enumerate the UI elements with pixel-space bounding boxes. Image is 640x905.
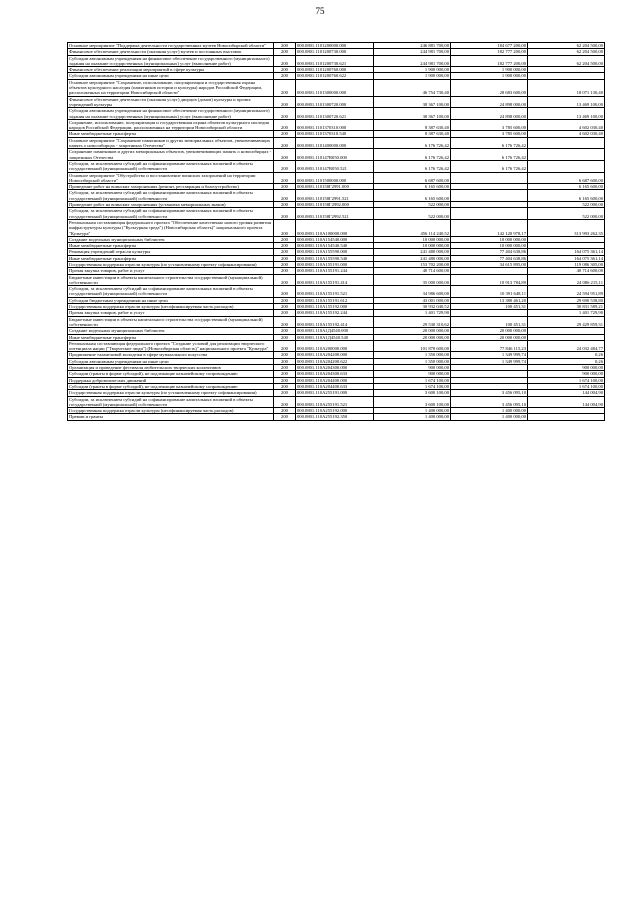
row-executed-amount: 10 000 000,00 [451, 243, 528, 249]
row-admin-code: 200 [274, 371, 296, 377]
row-admin-code: 200 [274, 190, 296, 202]
row-admin-code: 200 [274, 377, 296, 383]
row-remaining-amount: 522 000,00 [528, 208, 605, 220]
row-name: Создание модельных муниципальных библиотек [68, 328, 274, 334]
row-budget-code: 000.0801.110А1Д4540.000 [296, 328, 374, 334]
row-remaining-amount: 144 004,90 [528, 396, 605, 408]
row-plan-amount: 900 000,00 [374, 365, 451, 371]
row-executed-amount: 100 451,31 [451, 304, 528, 310]
row-admin-code: 200 [274, 390, 296, 396]
row-name: Субсидии (гранты в форме субсидий), не подлежащие казначейскому сопровождению [68, 371, 274, 377]
table-row [68, 73, 605, 79]
row-plan-amount: 6 176 726,42 [374, 137, 451, 149]
row-remaining-amount: 0,26 [528, 358, 605, 364]
row-budget-code: 000.0801.110А255192.350 [296, 414, 374, 420]
row-name: Субсидии, за исключением субсидий на софинансирование капитальных вложений в объекты государственной (муниципальной) собственности [68, 208, 274, 220]
table-row [68, 96, 605, 108]
row-executed-amount: 142 120 978,17 [451, 219, 528, 236]
row-budget-code: 000.0801.110А255192.000 [296, 408, 374, 414]
row-admin-code: 200 [274, 160, 296, 172]
table-row [68, 236, 605, 242]
row-plan-amount: 522 000,00 [374, 208, 451, 220]
row-remaining-amount [528, 149, 605, 161]
row-remaining-amount: 522 000,00 [528, 202, 605, 208]
row-admin-code: 200 [274, 249, 296, 255]
row-budget-code: 000.0801.110158Г2991.000 [296, 184, 374, 190]
row-admin-code: 200 [274, 184, 296, 190]
row-executed-amount: 182 777 200,00 [451, 49, 528, 55]
row-executed-amount: 34 615 895,00 [451, 261, 528, 267]
row-name: Субсидии, за исключением субсидий на софинансирование капитальных вложений в объекты государственной (муниципальной) собственности [68, 190, 274, 202]
row-budget-code: 000.0801.1101370310.540 [296, 131, 374, 137]
row-name: Субсидии автономным учреждениям на иные цели [68, 73, 274, 79]
row-plan-amount: 43 001 000,00 [374, 297, 451, 303]
row-budget-code: 000.0801.110А154540.000 [296, 236, 374, 242]
row-name: Финансовое обеспечение деятельности (оказания услуг) музеев и постоянных выставок [68, 49, 274, 55]
row-executed-amount: 10 391 648,11 [451, 286, 528, 298]
row-admin-code: 200 [274, 202, 296, 208]
row-name: Региональная составляющая федерального проекта "Обеспечение качественно нового уровня развития инфраструктуры культуры ("Культурная среда") (Новосибирская область)" национального проекта "Культура" [68, 219, 274, 236]
row-executed-amount: 1 349 999,74 [451, 358, 528, 364]
row-admin-code: 200 [274, 172, 296, 184]
row-name: Премии и гранты [68, 414, 274, 420]
table-row [68, 340, 605, 352]
row-plan-amount: 241 480 000,00 [374, 255, 451, 261]
row-plan-amount: 1 674 100,00 [374, 377, 451, 383]
row-executed-amount: 6 176 726,42 [451, 149, 528, 161]
row-executed-amount: 100 451,31 [451, 316, 528, 328]
row-plan-amount: 40 714 600,00 [374, 268, 451, 274]
row-executed-amount: 6 176 726,42 [451, 137, 528, 149]
table-row [68, 274, 605, 286]
row-plan-amount: 1 900 000,00 [374, 67, 451, 73]
row-admin-code: 200 [274, 310, 296, 316]
row-plan-amount: 522 000,00 [374, 202, 451, 208]
row-remaining-amount: 62 204 500,00 [528, 55, 605, 67]
row-admin-code: 200 [274, 316, 296, 328]
row-remaining-amount: 900 000,00 [528, 371, 605, 377]
row-admin-code: 200 [274, 328, 296, 334]
row-name: Субсидии (гранты в форме субсидий), не подлежащие казначейскому сопровождению [68, 383, 274, 389]
row-admin-code: 200 [274, 414, 296, 420]
row-plan-amount: 3 600 100,00 [374, 390, 451, 396]
table-row [68, 190, 605, 202]
row-budget-code: 000.0801.1101500000.000 [296, 172, 374, 184]
row-executed-amount: 1 900 000,00 [451, 67, 528, 73]
row-admin-code: 200 [274, 408, 296, 414]
row-remaining-amount: 62 204 500,00 [528, 49, 605, 55]
row-remaining-amount: 900 000,00 [528, 365, 605, 371]
row-name: Субсидии автономным учреждениям на финансовое обеспечение государственного (муниципального) задания на оказание государственных (муниципальных) услуг (выполнение работ) [68, 108, 274, 120]
row-budget-code: 000.0801.110147R050.521 [296, 160, 374, 172]
row-budget-code: 000.0801.110А155191.521 [296, 286, 374, 298]
row-admin-code: 200 [274, 358, 296, 364]
row-remaining-amount: 1 674 100,00 [528, 383, 605, 389]
row-remaining-amount: 6 165 600,00 [528, 190, 605, 202]
budget-table-body [68, 43, 605, 421]
row-remaining-amount: 6 165 600,00 [528, 184, 605, 190]
row-name: Региональная составляющая федерального проекта "Создание условий для реализации творческого потенциала нации ("Творческие люди") (Новосибирская область)" национального проекта "Культура" [68, 340, 274, 352]
row-budget-code: 000.0801.110А204300.633 [296, 371, 374, 377]
row-plan-amount: 456 114 240,52 [374, 219, 451, 236]
row-name: Основное мероприятие "Поддержка деятельности государственных музеев Новосибирской области" [68, 43, 274, 49]
row-remaining-amount: 1 401 729,90 [528, 310, 605, 316]
row-name: Субсидии, за исключением субсидий на софинансирование капитальных вложений в объекты государственной (муниципальной) собственности [68, 286, 274, 298]
table-row [68, 316, 605, 328]
row-remaining-amount: 24 594 951,89 [528, 286, 605, 298]
row-plan-amount: 6 165 600,00 [374, 184, 451, 190]
table-row [68, 396, 605, 408]
row-plan-amount: 101 878 600,00 [374, 340, 451, 352]
row-plan-amount: 244 981 700,00 [374, 49, 451, 55]
row-remaining-amount: 24 086 215,11 [528, 274, 605, 286]
row-executed-amount: 182 777 200,00 [451, 55, 528, 67]
row-admin-code: 200 [274, 149, 296, 161]
row-executed-amount: 77 404 638,86 [451, 255, 528, 261]
row-admin-code: 200 [274, 96, 296, 108]
row-name: Субсидии бюджетным учреждениям на иные цели [68, 297, 274, 303]
row-name: Иные межбюджетные трансферты [68, 131, 274, 137]
row-plan-amount: 1 400 000,00 [374, 408, 451, 414]
row-name: Основное мероприятие "Сохранение, использование, популяризация и государственная охрана объектов культурного наследия (памятников истории и культуры) народов Российской Федерации, расположенных на территории Новосибирской области" [68, 79, 274, 96]
row-budget-code: 000.0801.1101300720.621 [296, 108, 374, 120]
row-plan-amount: 1 401 729,90 [374, 310, 451, 316]
row-remaining-amount: 13 469 100,00 [528, 108, 605, 120]
row-admin-code: 200 [274, 261, 296, 267]
row-executed-amount: 77 846 115,23 [451, 340, 528, 352]
row-budget-code: 000.0801.110158Г2992.521 [296, 208, 374, 220]
row-name: Государственная поддержка отрасли культуры (по установленному проекту софинансирования) [68, 390, 274, 396]
row-executed-amount: 3 456 095,10 [451, 390, 528, 396]
row-remaining-amount: 119 086 305,00 [528, 261, 605, 267]
row-executed-amount [451, 190, 528, 202]
row-executed-amount: 1 400 000,00 [451, 408, 528, 414]
row-budget-code: 000.0801.110А100000.000 [296, 219, 374, 236]
row-admin-code: 200 [274, 73, 296, 79]
row-budget-code: 000.0801.110А255191.000 [296, 390, 374, 396]
row-admin-code: 200 [274, 383, 296, 389]
row-remaining-amount: 1 674 100,00 [528, 377, 605, 383]
row-executed-amount: 77 404 638,86 [451, 249, 528, 255]
row-name: Финансовое обеспечение деятельности (оказания услуг) дворцов (домов) культуры и прочих учреждений культуры [68, 96, 274, 108]
row-executed-amount: 1 900 000,00 [451, 73, 528, 79]
row-budget-code: 000.0801.1101200730.621 [296, 55, 374, 67]
row-plan-amount: 8 387 630,40 [374, 131, 451, 137]
row-admin-code: 200 [274, 236, 296, 242]
table-row [68, 219, 605, 236]
row-admin-code: 200 [274, 79, 296, 96]
row-plan-amount: 10 000 000,00 [374, 243, 451, 249]
table-row [68, 208, 605, 220]
row-executed-amount: 10 913 784,89 [451, 274, 528, 286]
table-row [68, 160, 605, 172]
row-name: Реновация учреждений отрасли культуры [68, 249, 274, 255]
row-executed-amount [451, 208, 528, 220]
row-budget-code: 000.0801.110А204200.000 [296, 352, 374, 358]
row-executed-amount: 3 785 600,00 [451, 131, 528, 137]
row-admin-code: 200 [274, 365, 296, 371]
row-remaining-amount: 40 714 600,00 [528, 268, 605, 274]
row-remaining-amount: 24 032 484,77 [528, 340, 605, 352]
row-plan-amount: 1 350 000,00 [374, 358, 451, 364]
budget-table [67, 42, 605, 421]
row-plan-amount: 153 702 200,00 [374, 261, 451, 267]
table-row [68, 261, 605, 267]
row-name: Продвижение талантливой молодежи в сфере музыкального искусства [68, 352, 274, 358]
row-budget-code: 000.0801.110А155192.000 [296, 304, 374, 310]
row-name: Иные межбюджетные трансферты [68, 334, 274, 340]
table-row [68, 304, 605, 310]
row-remaining-amount: 13 469 100,00 [528, 96, 605, 108]
row-name: Финансовое обеспечение реализации мероприятий в сфере культуры [68, 67, 274, 73]
row-admin-code: 200 [274, 396, 296, 408]
row-admin-code: 200 [274, 255, 296, 261]
row-budget-code: 000.0801.110А204400.000 [296, 377, 374, 383]
row-name: Субсидии автономным учреждениям на финансовое обеспечение государственного (муниципального) задания на оказание государственных (муниципальных) услуг (выполнение работ) [68, 55, 274, 67]
row-budget-code: 000.0801.110А155590.540 [296, 255, 374, 261]
row-admin-code: 200 [274, 274, 296, 286]
row-budget-code: 000.0801.110А155191.414 [296, 274, 374, 286]
table-row [68, 43, 605, 49]
row-name: Сохранение памятников и других мемориальных объектов, увековечивающих память о новосибирцах - защитниках Отечества [68, 149, 274, 161]
row-executed-amount: 13 380 461,20 [451, 297, 528, 303]
row-plan-amount: 6 176 726,42 [374, 160, 451, 172]
row-budget-code: 000.0801.1101200000.000 [296, 43, 374, 49]
row-admin-code: 200 [274, 352, 296, 358]
row-remaining-amount: 4 602 030,40 [528, 119, 605, 131]
row-name: Государственная поддержка отрасли культуры (по установленному проекту софинансирования) [68, 261, 274, 267]
row-executed-amount: 24 898 000,00 [451, 96, 528, 108]
row-budget-code: 000.0801.1101370310.000 [296, 119, 374, 131]
row-admin-code: 200 [274, 43, 296, 49]
row-name: Иные межбюджетные трансферты [68, 243, 274, 249]
row-budget-code: 000.0801.110А155191.612 [296, 297, 374, 303]
row-remaining-amount: 4 602 030,40 [528, 131, 605, 137]
row-admin-code: 200 [274, 119, 296, 131]
row-remaining-amount [528, 414, 605, 420]
row-remaining-amount: 29 690 538,80 [528, 297, 605, 303]
row-admin-code: 200 [274, 297, 296, 303]
table-row [68, 79, 605, 96]
row-name: Проведение работ на воинских захоронениях (установка мемориальных знаков) [68, 202, 274, 208]
row-budget-code: 000.0801.110А204400.633 [296, 383, 374, 389]
row-remaining-amount: 164 075 361,14 [528, 255, 605, 261]
row-name: Проведение работ на воинских захоронениях (ремонт, реставрация и благоустройство) [68, 184, 274, 190]
page-number: 75 [315, 6, 325, 16]
row-budget-code: 000.0801.110А1Д4540.540 [296, 334, 374, 340]
row-executed-amount: 28 683 600,00 [451, 79, 528, 96]
row-plan-amount: 6 687 600,00 [374, 172, 451, 184]
row-name: Организация и проведение фестиваля любительских творческих коллективов [68, 365, 274, 371]
row-plan-amount: 20 000 000,00 [374, 328, 451, 334]
row-budget-code: 000.0801.1101200760.622 [296, 73, 374, 79]
row-budget-code: 000.0801.110158Г2992.000 [296, 202, 374, 208]
row-name: Прочая закупка товаров, работ и услуг [68, 268, 274, 274]
row-budget-code: 000.0801.110147R050.000 [296, 149, 374, 161]
row-plan-amount: 241 480 000,00 [374, 249, 451, 255]
row-budget-code: 000.0801.1101400000.000 [296, 137, 374, 149]
row-plan-amount: 20 000 000,00 [374, 334, 451, 340]
row-remaining-amount [528, 137, 605, 149]
row-budget-code: 000.0801.110А204200.622 [296, 358, 374, 364]
row-name: Субсидии, за исключением субсидий на софинансирование капитальных вложений в объекты государственной (муниципальной) собственности [68, 160, 274, 172]
row-name: Государственная поддержка отрасли культуры (несофинансируемая часть расходов) [68, 408, 274, 414]
row-budget-code: 000.0801.110А204300.000 [296, 365, 374, 371]
row-name: Государственная поддержка отрасли культуры (несофинансируемая часть расходов) [68, 304, 274, 310]
row-executed-amount: 10 000 000,00 [451, 236, 528, 242]
row-admin-code: 200 [274, 49, 296, 55]
row-budget-code: 000.0801.1101200760.000 [296, 67, 374, 73]
row-remaining-amount: 30 831 589,21 [528, 304, 605, 310]
row-budget-code: 000.0801.110А155192.414 [296, 316, 374, 328]
row-plan-amount: 8 387 630,40 [374, 119, 451, 131]
row-budget-code: 000.0801.110А155191.244 [296, 268, 374, 274]
row-plan-amount: 29 530 310,62 [374, 316, 451, 328]
row-name: Иные межбюджетные трансферты [68, 255, 274, 261]
table-row [68, 328, 605, 334]
row-plan-amount: 34 986 600,00 [374, 286, 451, 298]
row-plan-amount: 6 165 600,00 [374, 190, 451, 202]
table-row [68, 108, 605, 120]
row-admin-code: 200 [274, 67, 296, 73]
row-admin-code: 200 [274, 243, 296, 249]
row-executed-amount: 3 785 600,00 [451, 119, 528, 131]
table-row [68, 149, 605, 161]
row-name: Основное мероприятие "Сохранение памятников и других мемориальных объектов, увековечивающих память о новосибирцах - защитниках Отечества" [68, 137, 274, 149]
table-row [68, 352, 605, 358]
table-row [68, 249, 605, 255]
row-executed-amount: 24 898 000,00 [451, 108, 528, 120]
row-remaining-amount: 18 071 130,40 [528, 79, 605, 96]
row-plan-amount: 1 400 000,00 [374, 414, 451, 420]
row-plan-amount: 1 350 000,00 [374, 352, 451, 358]
table-row [68, 55, 605, 67]
row-executed-amount: 20 000 000,00 [451, 328, 528, 334]
row-remaining-amount: 62 204 500,00 [528, 43, 605, 49]
row-admin-code: 200 [274, 219, 296, 236]
row-plan-amount: 46 754 730,40 [374, 79, 451, 96]
row-plan-amount: 3 600 100,00 [374, 396, 451, 408]
row-budget-code: 000.0801.110А155191.000 [296, 261, 374, 267]
row-plan-amount: 6 176 726,42 [374, 149, 451, 161]
row-executed-amount: 184 677 200,00 [451, 43, 528, 49]
row-admin-code: 200 [274, 334, 296, 340]
row-plan-amount: 1 674 100,00 [374, 383, 451, 389]
row-plan-amount: 900 000,00 [374, 371, 451, 377]
row-name: Субсидии автономным учреждениям на иные цели [68, 358, 274, 364]
row-name: Субсидии, за исключением субсидий на софинансирование капитальных вложений в объекты государственной (муниципальной) собственности [68, 396, 274, 408]
table-row [68, 286, 605, 298]
row-executed-amount [451, 172, 528, 184]
row-plan-amount: 244 981 700,00 [374, 55, 451, 67]
table-row [68, 49, 605, 55]
row-name: Основное мероприятие "Обустройство и восстановление воинских захоронений на территории Новосибирской области" [68, 172, 274, 184]
table-row [68, 414, 605, 420]
row-executed-amount: 20 000 000,00 [451, 334, 528, 340]
row-plan-amount: 38 367 100,00 [374, 108, 451, 120]
row-budget-code: 000.0801.110А155192.244 [296, 310, 374, 316]
row-remaining-amount [528, 160, 605, 172]
row-admin-code: 200 [274, 304, 296, 310]
table-row [68, 119, 605, 131]
row-budget-code: 000.0801.110А154540.540 [296, 243, 374, 249]
row-name: Бюджетные инвестиции в объекты капитального строительства государственной (муниципальной) собственности [68, 274, 274, 286]
row-executed-amount: 1 400 000,00 [451, 414, 528, 420]
row-budget-code: 000.0801.1101300000.000 [296, 79, 374, 96]
row-plan-amount: 30 932 040,52 [374, 304, 451, 310]
row-admin-code: 200 [274, 340, 296, 352]
table-row [68, 67, 605, 73]
table-row [68, 408, 605, 414]
row-remaining-amount: 29 429 859,31 [528, 316, 605, 328]
row-budget-code: 000.0801.1101300720.000 [296, 96, 374, 108]
row-admin-code: 200 [274, 55, 296, 67]
row-budget-code: 000.0801.110А255191.521 [296, 396, 374, 408]
row-admin-code: 200 [274, 108, 296, 120]
row-budget-code: 000.0801.110А155590.000 [296, 249, 374, 255]
row-executed-amount: 1 349 999,74 [451, 352, 528, 358]
row-name: Прочая закупка товаров, работ и услуг [68, 310, 274, 316]
table-row [68, 297, 605, 303]
row-remaining-amount: 0,26 [528, 352, 605, 358]
row-plan-amount: 1 900 000,00 [374, 73, 451, 79]
row-admin-code: 200 [274, 137, 296, 149]
row-budget-code: 000.0801.110158Г2991.521 [296, 190, 374, 202]
row-plan-amount: 246 881 700,00 [374, 43, 451, 49]
row-name: Создание модельных муниципальных библиотек [68, 236, 274, 242]
row-executed-amount: 6 176 726,42 [451, 160, 528, 172]
row-plan-amount: 38 367 100,00 [374, 96, 451, 108]
row-admin-code: 200 [274, 286, 296, 298]
row-name: Сохранение, использование, популяризация и государственная охрана объектов культурного наследия народов Российской Федерации, расположенных на территории Новосибирской области [68, 119, 274, 131]
row-budget-code: 000.0801.1101200730.000 [296, 49, 374, 55]
row-admin-code: 200 [274, 208, 296, 220]
row-plan-amount: 35 000 000,00 [374, 274, 451, 286]
table-row [68, 137, 605, 149]
row-admin-code: 200 [274, 268, 296, 274]
row-remaining-amount: 144 004,90 [528, 390, 605, 396]
row-remaining-amount: 6 687 600,00 [528, 172, 605, 184]
row-budget-code: 000.0801.110А200000.000 [296, 340, 374, 352]
row-remaining-amount: 313 993 262,35 [528, 219, 605, 236]
table-row [68, 358, 605, 364]
row-name: Бюджетные инвестиции в объекты капитального строительства государственной (муниципальной) собственности [68, 316, 274, 328]
row-executed-amount: 3 456 095,10 [451, 396, 528, 408]
table-row [68, 390, 605, 396]
row-remaining-amount: 164 075 361,14 [528, 249, 605, 255]
row-plan-amount: 10 000 000,00 [374, 236, 451, 242]
table-row [68, 172, 605, 184]
row-name: Поддержка добровольческих движений [68, 377, 274, 383]
row-admin-code: 200 [274, 131, 296, 137]
